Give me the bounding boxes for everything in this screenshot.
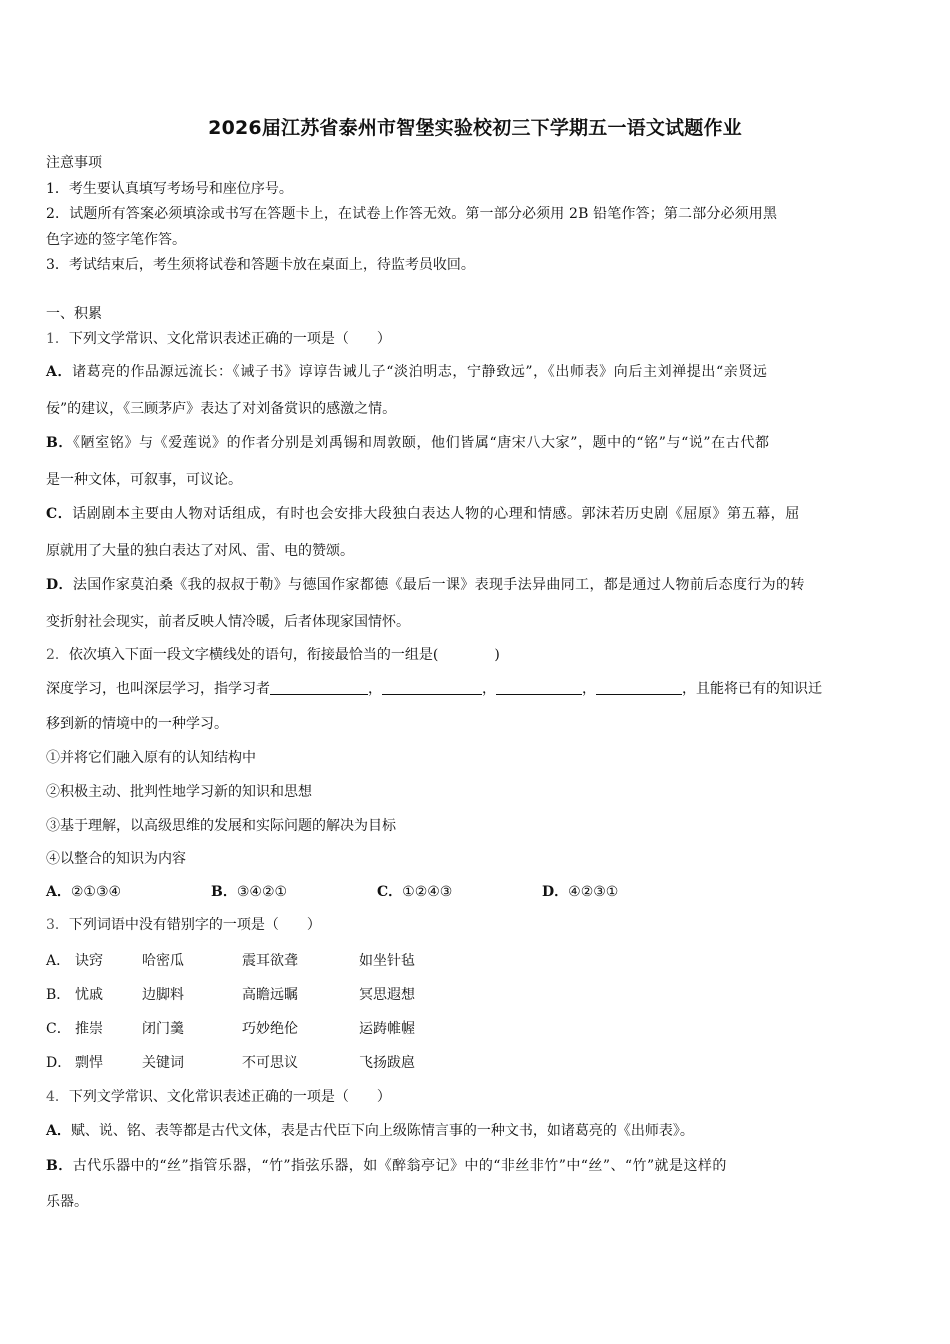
notice-item: 2．试题所有答案必须填涂或书写在答题卡上，在试卷上作答无效。第一部分必须用 2B 铅笔作答；第二部分必须用黑: [46, 206, 778, 222]
passage-text: ，且能将已有的知识迁: [682, 681, 822, 697]
q3-word: 冥思遐想: [359, 987, 415, 1003]
q2-choice-b: [211, 881, 287, 901]
option-text: 诸葛亮的作品源远流长：《诫子书》谆谆告诫儿子“淡泊明志，宁静致远”，《出师表》向后主刘禅提出“亲贤远: [72, 364, 768, 380]
passage-text: 深度学习，也叫深层学习，指学习者: [46, 681, 270, 697]
q1-option-a-cont: 佞”的建议，《三顾茅庐》表达了对刘备赏识的感激之情。: [46, 401, 397, 417]
passage-comma: ，: [582, 681, 596, 697]
option-label: D．: [46, 577, 73, 593]
option-text: 赋、说、铭、表等都是古代文体，表是古代臣下向上级陈情言事的一种文书，如诸葛亮的《出师表》。: [70, 1123, 694, 1139]
q1-option-d: [46, 574, 805, 594]
q2-item: ④以整合的知识为内容: [46, 851, 186, 867]
option-text: ①②④③: [402, 884, 453, 900]
option-label: A．: [46, 364, 73, 380]
notice-item: 1．考生要认真填写考场号和座位序号。: [46, 181, 293, 197]
q3-row-c-label: C．: [46, 1021, 71, 1037]
q1-option-d-cont: 变折射社会现实，前者反映人情冷暖，后者体现家国情怀。: [46, 614, 410, 630]
option-label: A．: [46, 884, 71, 900]
q3-word: 高瞻远瞩: [242, 987, 298, 1003]
answer-blank[interactable]: [270, 680, 368, 695]
notice-item: 3．考试结束后，考生须将试卷和答题卡放在桌面上，待监考员收回。: [46, 257, 475, 273]
q3-word: 推崇: [75, 1021, 103, 1037]
option-label: B．: [46, 1158, 73, 1174]
answer-blank[interactable]: [382, 680, 482, 695]
q3-word: 边脚料: [142, 987, 184, 1003]
q3-word: 运踌帷幄: [359, 1021, 415, 1037]
q3-word: 剽悍: [75, 1055, 103, 1071]
q4-option-b-cont: 乐器。: [46, 1194, 88, 1210]
option-label: C．: [377, 884, 403, 900]
q3-row-d-label: D．: [46, 1055, 72, 1071]
option-text: 古代乐器中的“丝”指管乐器，“竹”指弦乐器，如《醉翁亭记》中的“非丝非竹”中“丝”、“竹”就是这样的: [72, 1158, 727, 1174]
q3-word: 震耳欲聋: [242, 953, 298, 969]
question-3: [46, 914, 321, 934]
q1-option-c-cont: 原就用了大量的独白表达了对风、雷、电的赞颂。: [46, 543, 354, 559]
question-stem: 下列词语中没有错别字的一项是（ ）: [68, 917, 321, 933]
question-stem: 依次填入下面一段文字横线处的语句，衔接最恰当的一组是( ): [68, 647, 500, 663]
option-label: B．: [211, 884, 237, 900]
q3-word: 忧戚: [75, 987, 103, 1003]
answer-blank[interactable]: [596, 680, 682, 695]
q4-option-b: [46, 1155, 727, 1175]
q1-option-a: [46, 361, 768, 381]
q3-word: 关键词: [142, 1055, 184, 1071]
option-text: 话剧剧本主要由人物对话组成，有时也会安排大段独白表达人物的心理和情感。郭沫若历史剧《屈原》第五幕，屈: [72, 506, 800, 522]
option-label: C．: [46, 506, 73, 522]
q3-row-a-label: A．: [46, 953, 71, 969]
page-title: 2026届江苏省泰州市智堡实验校初三下学期五一语文试题作业: [208, 117, 742, 139]
notice-item: 色字迹的签字笔作答。: [46, 232, 186, 248]
option-label: D．: [542, 884, 569, 900]
q3-word: 诀窍: [75, 953, 103, 969]
question-4: [46, 1086, 391, 1106]
option-text: ②①③④: [70, 884, 122, 900]
option-text: ③④②①: [236, 884, 288, 900]
q3-word: 如坐针毡: [359, 953, 415, 969]
section-heading: 一、积累: [46, 306, 102, 322]
question-number: 2．: [46, 647, 69, 663]
question-2: [46, 644, 500, 664]
q2-choice-a: [46, 881, 121, 901]
passage-comma: ，: [368, 681, 382, 697]
notice-heading: 注意事项: [46, 155, 102, 171]
q2-item: ③基于理解，以高级思维的发展和实际问题的解决为目标: [46, 818, 396, 834]
option-text: ④②③①: [568, 884, 619, 900]
option-text: 《陋室铭》与《爱莲说》的作者分别是刘禹锡和周敦颐，他们皆属“唐宋八大家”，题中的“铭”与“说”在古代都: [73, 435, 770, 451]
q3-row-b-label: B．: [46, 987, 71, 1003]
q1-option-b: [46, 432, 770, 452]
q2-passage: [46, 678, 822, 698]
q3-word: 巧妙绝伦: [242, 1021, 298, 1037]
q2-choice-d: [542, 881, 618, 901]
option-label: A．: [46, 1123, 71, 1139]
q2-passage-cont: 移到新的情境中的一种学习。: [46, 716, 228, 732]
question-number: 3．: [46, 917, 69, 933]
question-number: 4．: [46, 1089, 69, 1105]
question-stem: 下列文学常识、文化常识表述正确的一项是（ ）: [68, 1089, 391, 1105]
q1-option-b-cont: 是一种文体，可叙事，可议论。: [46, 472, 242, 488]
question-number: 1．: [46, 331, 69, 347]
answer-blank[interactable]: [496, 680, 582, 695]
passage-comma: ，: [482, 681, 496, 697]
q3-word: 不可思议: [242, 1055, 298, 1071]
q4-option-a: [46, 1120, 694, 1140]
option-label: B．: [46, 435, 74, 451]
option-text: 法国作家莫泊桑《我的叔叔于勒》与德国作家都德《最后一课》表现手法异曲同工，都是通过人物前后态度行为的转: [72, 577, 805, 593]
q2-item: ②积极主动、批判性地学习新的知识和思想: [46, 784, 312, 800]
question-1: [46, 328, 391, 348]
question-stem: 下列文学常识、文化常识表述正确的一项是（ ）: [68, 331, 391, 347]
q3-word: 哈密瓜: [142, 953, 184, 969]
q2-choice-c: [377, 881, 452, 901]
q2-item: ①并将它们融入原有的认知结构中: [46, 750, 256, 766]
q1-option-c: [46, 503, 800, 523]
q3-word: 闭门羹: [142, 1021, 184, 1037]
q3-word: 飞扬跋扈: [359, 1055, 415, 1071]
